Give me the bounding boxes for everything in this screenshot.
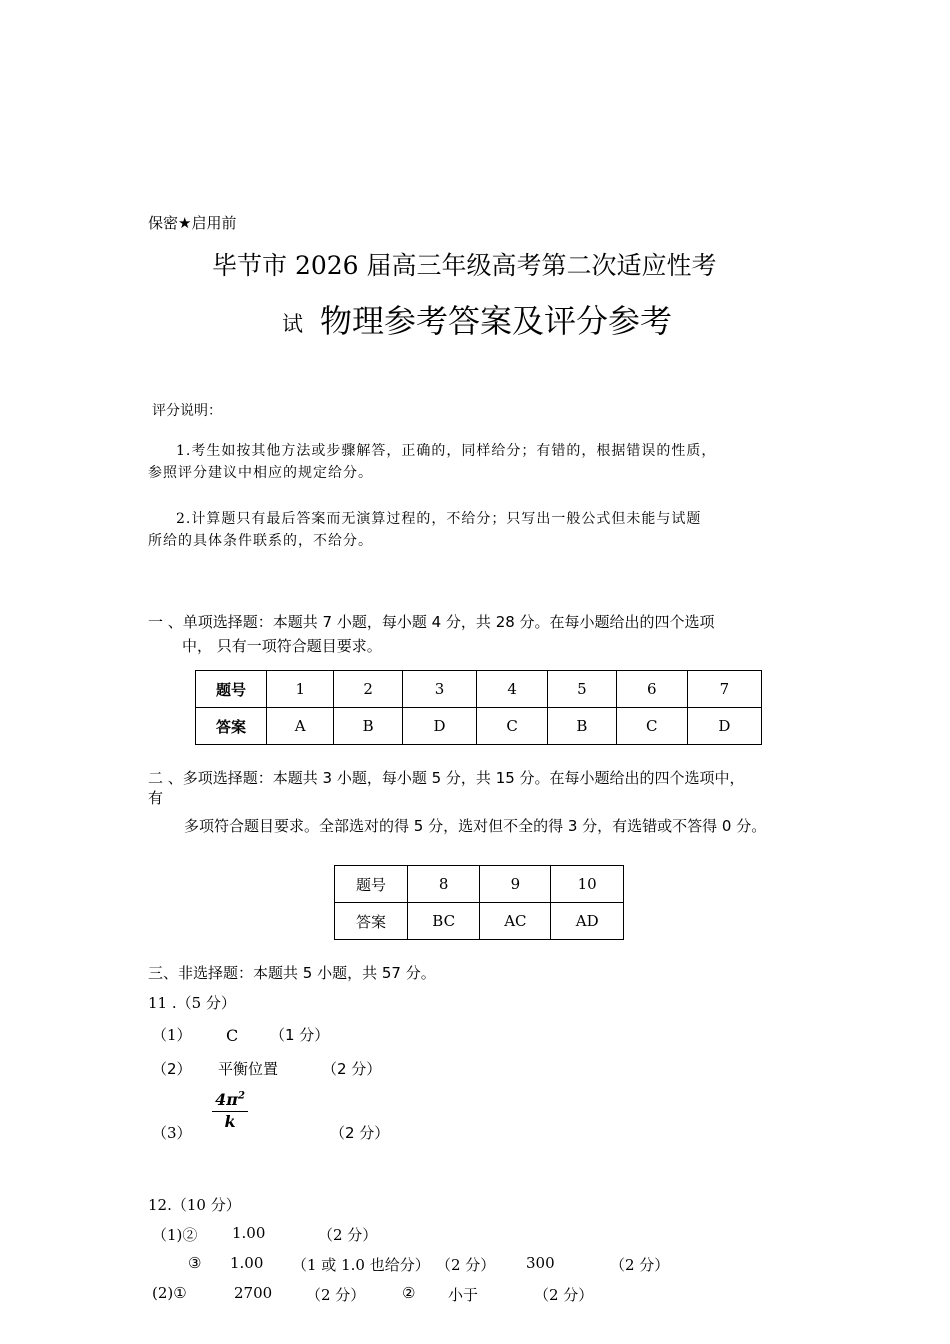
q12-row3-label2: ② <box>402 1284 416 1302</box>
section2-answer-table <box>334 865 624 940</box>
answer-cell: C <box>477 708 548 745</box>
answer-cell: B <box>548 708 617 745</box>
table-header-question: 题号 <box>335 866 408 903</box>
fraction-denominator: k <box>224 1112 236 1131</box>
q12-title: 12.（10 分） <box>148 1196 241 1214</box>
q11-part2-answer: 平衡位置 <box>218 1060 279 1078</box>
section2-heading-wrap: 有 <box>148 789 164 807</box>
section1-answer-table <box>195 670 762 745</box>
notes-heading: 评分说明： <box>152 403 222 419</box>
q12-row3-label: (2)① <box>152 1284 187 1302</box>
fraction-numerator <box>212 1090 248 1112</box>
confidential-mark: 保密★启用前 <box>148 214 237 232</box>
q12-row2-score: （2 分） <box>436 1256 496 1274</box>
answer-cell: C <box>616 708 687 745</box>
answer-cell: AC <box>480 903 551 940</box>
q11-part1-answer: C <box>226 1026 239 1045</box>
q12-row2-note: （1 或 1.0 也给分） <box>292 1256 430 1274</box>
note-1-line1: 1.考生如按其他方法或步骤解答，正确的，同样给分；有错的，根据错误的性质， <box>176 443 717 459</box>
fraction-numerator-text: 4π <box>215 1090 238 1109</box>
question-number: 4 <box>477 671 548 708</box>
note-1-line2: 参照评分建议中相应的规定给分。 <box>148 465 373 481</box>
section1-heading: 一 、单项选择题：本题共 7 小题，每小题 4 分，共 28 分。在每小题给出的四个选项 <box>148 613 715 631</box>
fraction-exponent: 2 <box>237 1090 245 1102</box>
q12-row3-score: （2 分） <box>306 1286 366 1304</box>
table-row <box>196 708 762 745</box>
question-number: 3 <box>402 671 476 708</box>
question-number: 8 <box>408 866 480 903</box>
question-number: 7 <box>687 671 761 708</box>
q11-part3-score: （2 分） <box>330 1124 390 1142</box>
question-number: 5 <box>548 671 617 708</box>
q12-row2-label: ③ <box>188 1254 202 1272</box>
answer-cell: B <box>334 708 403 745</box>
table-row <box>335 866 624 903</box>
note-2-line1: 2.计算题只有最后答案而无演算过程的，不给分；只写出一般公式但未能与试题 <box>176 511 702 527</box>
q12-row1-score: （2 分） <box>318 1226 378 1244</box>
table-row <box>335 903 624 940</box>
section3-heading: 三、非选择题：本题共 5 小题，共 57 分。 <box>148 964 436 982</box>
q11-part2-score: （2 分） <box>322 1060 382 1078</box>
note-2-line2: 所给的具体条件联系的，不给分。 <box>148 533 373 549</box>
page-title-line1: 毕节市 2026 届高三年级高考第二次适应性考 <box>212 251 717 280</box>
q12-row2-score2: （2 分） <box>610 1256 670 1274</box>
q11-part3-fraction <box>212 1090 248 1131</box>
q11-title: 11 .（5 分） <box>148 994 236 1012</box>
question-number: 2 <box>334 671 403 708</box>
answer-cell: AD <box>551 903 624 940</box>
q12-row2-value: 1.00 <box>230 1254 264 1272</box>
q12-row3-value: 2700 <box>234 1284 273 1302</box>
section1-heading-cont: 中， 只有一项符合题目要求。 <box>182 637 382 655</box>
q12-row1-value: 1.00 <box>232 1224 266 1242</box>
section2-heading-cont: 多项符合题目要求。全部选对的得 5 分，选对但不全的得 3 分，有选错或不答得 0 分。 <box>184 817 767 835</box>
answer-cell: A <box>267 708 334 745</box>
page-title-prefix: 试 <box>282 312 303 336</box>
question-number: 9 <box>480 866 551 903</box>
question-number: 6 <box>616 671 687 708</box>
table-row <box>196 671 762 708</box>
q12-row3-score2: （2 分） <box>534 1286 594 1304</box>
table-header-answer: 答案 <box>196 708 267 745</box>
q12-row3-value2: 小于 <box>448 1286 479 1304</box>
q11-part2-label: （2） <box>152 1060 192 1078</box>
q12-row1-label: （1)② <box>152 1226 198 1244</box>
q11-part1-label: （1） <box>152 1026 192 1044</box>
question-number: 1 <box>267 671 334 708</box>
table-header-answer: 答案 <box>335 903 408 940</box>
question-number: 10 <box>551 866 624 903</box>
answer-cell: D <box>687 708 761 745</box>
q12-row2-value2: 300 <box>526 1254 555 1272</box>
q11-part1-score: （1 分） <box>270 1026 330 1044</box>
answer-cell: BC <box>408 903 480 940</box>
page-title-line2: 物理参考答案及评分参考 <box>320 302 673 340</box>
answer-cell: D <box>402 708 476 745</box>
q11-part3-label: （3） <box>152 1124 192 1142</box>
section2-heading: 二 、多项选择题：本题共 3 小题，每小题 5 分，共 15 分。在每小题给出的四个选项中， <box>148 769 745 787</box>
table-header-question: 题号 <box>196 671 267 708</box>
